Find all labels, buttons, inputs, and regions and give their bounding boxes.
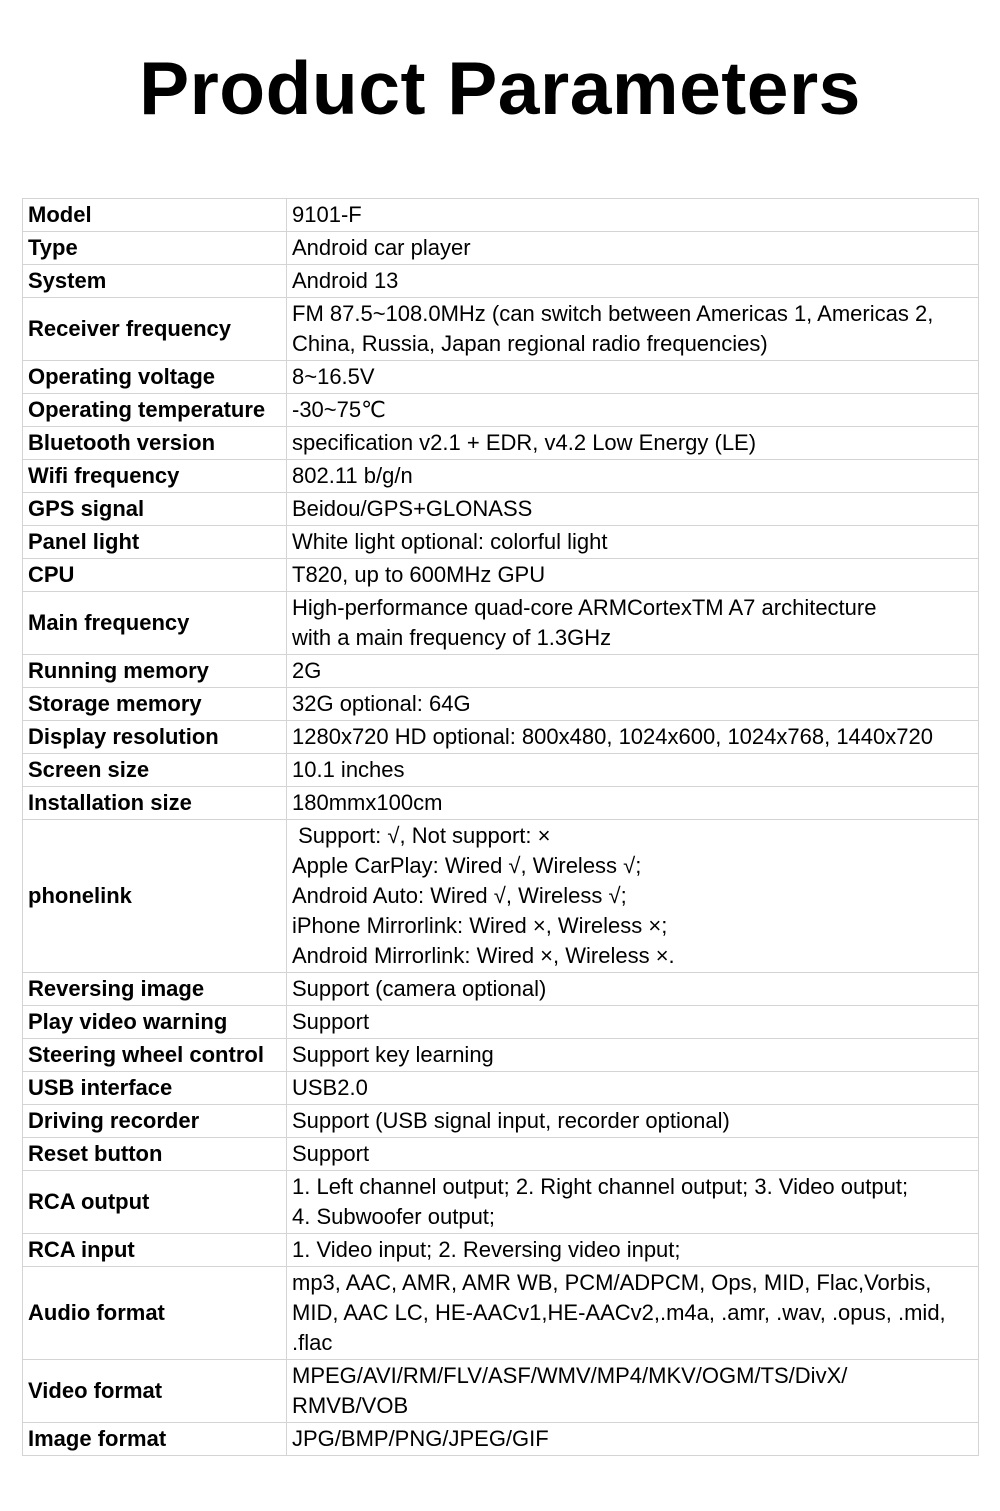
spec-value-line: 2G xyxy=(292,658,322,683)
spec-value-line: 1280x720 HD optional: 800x480, 1024x600, 1024x768, 1440x720 xyxy=(292,724,933,749)
spec-value xyxy=(287,1072,979,1105)
spec-value xyxy=(287,1234,979,1267)
spec-value xyxy=(287,1039,979,1072)
spec-row-image-format xyxy=(23,1423,979,1456)
spec-value xyxy=(287,787,979,820)
spec-value-line: MPEG/AVI/RM/FLV/ASF/WMV/MP4/MKV/OGM/TS/DivX/ xyxy=(292,1363,848,1388)
spec-value-line: JPG/BMP/PNG/JPEG/GIF xyxy=(292,1426,549,1451)
spec-row-system xyxy=(23,265,979,298)
spec-row-storage-memory xyxy=(23,688,979,721)
spec-label: Installation size xyxy=(23,787,287,820)
spec-value-line: specification v2.1 + EDR, v4.2 Low Energy (LE) xyxy=(292,430,757,455)
spec-label: Driving recorder xyxy=(23,1105,287,1138)
spec-value xyxy=(287,688,979,721)
spec-value xyxy=(287,361,979,394)
spec-label: Image format xyxy=(23,1423,287,1456)
spec-value xyxy=(287,1171,979,1234)
spec-row-rca-input xyxy=(23,1234,979,1267)
spec-label: Panel light xyxy=(23,526,287,559)
spec-value-line: USB2.0 xyxy=(292,1075,368,1100)
spec-label: Type xyxy=(23,232,287,265)
spec-label: Operating voltage xyxy=(23,361,287,394)
spec-value xyxy=(287,199,979,232)
spec-label: Display resolution xyxy=(23,721,287,754)
spec-row-wifi-frequency xyxy=(23,460,979,493)
spec-value-line: FM 87.5~108.0MHz (can switch between Americas 1, Americas 2, xyxy=(292,301,934,326)
spec-value-line: 32G optional: 64G xyxy=(292,691,471,716)
spec-value xyxy=(287,973,979,1006)
spec-row-running-memory xyxy=(23,655,979,688)
spec-value-line: Support key learning xyxy=(292,1042,494,1067)
spec-value-line: Support xyxy=(292,1009,370,1034)
spec-value-line: Apple CarPlay: Wired √, Wireless √; xyxy=(292,853,642,878)
spec-row-display-resolution xyxy=(23,721,979,754)
spec-label: Storage memory xyxy=(23,688,287,721)
spec-label: Reset button xyxy=(23,1138,287,1171)
spec-label: phonelink xyxy=(23,820,287,973)
spec-value xyxy=(287,721,979,754)
spec-value-line: with a main frequency of 1.3GHz xyxy=(292,625,612,650)
spec-value-line: iPhone Mirrorlink: Wired ×, Wireless ×; xyxy=(292,913,668,938)
spec-label: System xyxy=(23,265,287,298)
spec-label: Operating temperature xyxy=(23,394,287,427)
spec-row-bluetooth-version xyxy=(23,427,979,460)
spec-row-type xyxy=(23,232,979,265)
spec-value-line: 4. Subwoofer output; xyxy=(292,1204,496,1229)
spec-row-reversing-image xyxy=(23,973,979,1006)
spec-value xyxy=(287,1267,979,1360)
spec-label: Video format xyxy=(23,1360,287,1423)
spec-label: RCA input xyxy=(23,1234,287,1267)
page-title: Product Parameters xyxy=(139,46,861,130)
spec-label: Model xyxy=(23,199,287,232)
spec-row-cpu xyxy=(23,559,979,592)
spec-value xyxy=(287,592,979,655)
spec-value-line: 10.1 inches xyxy=(292,757,405,782)
spec-row-installation-size xyxy=(23,787,979,820)
spec-label: Main frequency xyxy=(23,592,287,655)
spec-row-main-frequency xyxy=(23,592,979,655)
spec-value-line: 1. Video input; 2. Reversing video input; xyxy=(292,1237,681,1262)
spec-row-phonelink xyxy=(23,820,979,973)
spec-value xyxy=(287,265,979,298)
spec-value-line: RMVB/VOB xyxy=(292,1393,409,1418)
spec-value-line: mp3, AAC, AMR, AMR WB, PCM/ADPCM, Ops, MID, Flac,Vorbis, xyxy=(292,1270,932,1295)
spec-label: Screen size xyxy=(23,754,287,787)
spec-row-usb-interface xyxy=(23,1072,979,1105)
spec-value-line: Android Auto: Wired √, Wireless √; xyxy=(292,883,627,908)
spec-value xyxy=(287,394,979,427)
spec-value-line: Support: √, Not support: × xyxy=(292,823,551,848)
spec-value xyxy=(287,655,979,688)
spec-row-gps-signal xyxy=(23,493,979,526)
spec-value-line: 1. Left channel output; 2. Right channel output; 3. Video output; xyxy=(292,1174,909,1199)
spec-label: Reversing image xyxy=(23,973,287,1006)
spec-value xyxy=(287,820,979,973)
spec-value xyxy=(287,1360,979,1423)
spec-value-line: T820, up to 600MHz GPU xyxy=(292,562,546,587)
spec-row-video-format xyxy=(23,1360,979,1423)
spec-value-line: 9101-F xyxy=(292,202,362,227)
spec-value xyxy=(287,1006,979,1039)
spec-row-receiver-frequency xyxy=(23,298,979,361)
spec-label: Bluetooth version xyxy=(23,427,287,460)
spec-value-line: High-performance quad-core ARMCortexTM A7 architecture xyxy=(292,595,877,620)
spec-value-line: 8~16.5V xyxy=(292,364,375,389)
spec-row-driving-recorder xyxy=(23,1105,979,1138)
spec-label: Audio format xyxy=(23,1267,287,1360)
spec-table xyxy=(22,198,979,1456)
spec-row-operating-temperature xyxy=(23,394,979,427)
spec-label: GPS signal xyxy=(23,493,287,526)
spec-value xyxy=(287,1138,979,1171)
spec-value-line: Support (camera optional) xyxy=(292,976,547,1001)
spec-value-line: Support xyxy=(292,1141,370,1166)
spec-row-operating-voltage xyxy=(23,361,979,394)
spec-value-line: -30~75℃ xyxy=(292,397,386,422)
spec-row-steering-wheel-control xyxy=(23,1039,979,1072)
spec-value-line: MID, AAC LC, HE-AACv1,HE-AACv2,.m4a, .amr, .wav, .opus, .mid, xyxy=(292,1300,946,1325)
spec-value-line: Beidou/GPS+GLONASS xyxy=(292,496,533,521)
spec-value xyxy=(287,526,979,559)
spec-label: Play video warning xyxy=(23,1006,287,1039)
spec-row-reset-button xyxy=(23,1138,979,1171)
spec-row-model xyxy=(23,199,979,232)
spec-value-line: Android Mirrorlink: Wired ×, Wireless ×. xyxy=(292,943,675,968)
spec-label: USB interface xyxy=(23,1072,287,1105)
spec-value-line: 802.11 b/g/n xyxy=(292,463,413,488)
spec-value xyxy=(287,298,979,361)
spec-row-screen-size xyxy=(23,754,979,787)
spec-row-play-video-warning xyxy=(23,1006,979,1039)
spec-value xyxy=(287,1105,979,1138)
spec-value xyxy=(287,559,979,592)
spec-value-line: Support (USB signal input, recorder optional) xyxy=(292,1108,730,1133)
spec-value-line: White light optional: colorful light xyxy=(292,529,608,554)
spec-label: Steering wheel control xyxy=(23,1039,287,1072)
spec-row-rca-output xyxy=(23,1171,979,1234)
spec-value xyxy=(287,493,979,526)
spec-value xyxy=(287,427,979,460)
spec-value-line: Android car player xyxy=(292,235,471,260)
spec-label: Wifi frequency xyxy=(23,460,287,493)
spec-label: CPU xyxy=(23,559,287,592)
spec-value-line: .flac xyxy=(292,1330,333,1355)
spec-row-audio-format xyxy=(23,1267,979,1360)
spec-value xyxy=(287,232,979,265)
spec-value xyxy=(287,1423,979,1456)
spec-row-panel-light xyxy=(23,526,979,559)
spec-value-line: China, Russia, Japan regional radio frequencies) xyxy=(292,331,768,356)
spec-label: Running memory xyxy=(23,655,287,688)
spec-value xyxy=(287,460,979,493)
spec-label: Receiver frequency xyxy=(23,298,287,361)
spec-value-line: Android 13 xyxy=(292,268,399,293)
spec-value-line: 180mmx100cm xyxy=(292,790,443,815)
spec-label: RCA output xyxy=(23,1171,287,1234)
spec-value xyxy=(287,754,979,787)
